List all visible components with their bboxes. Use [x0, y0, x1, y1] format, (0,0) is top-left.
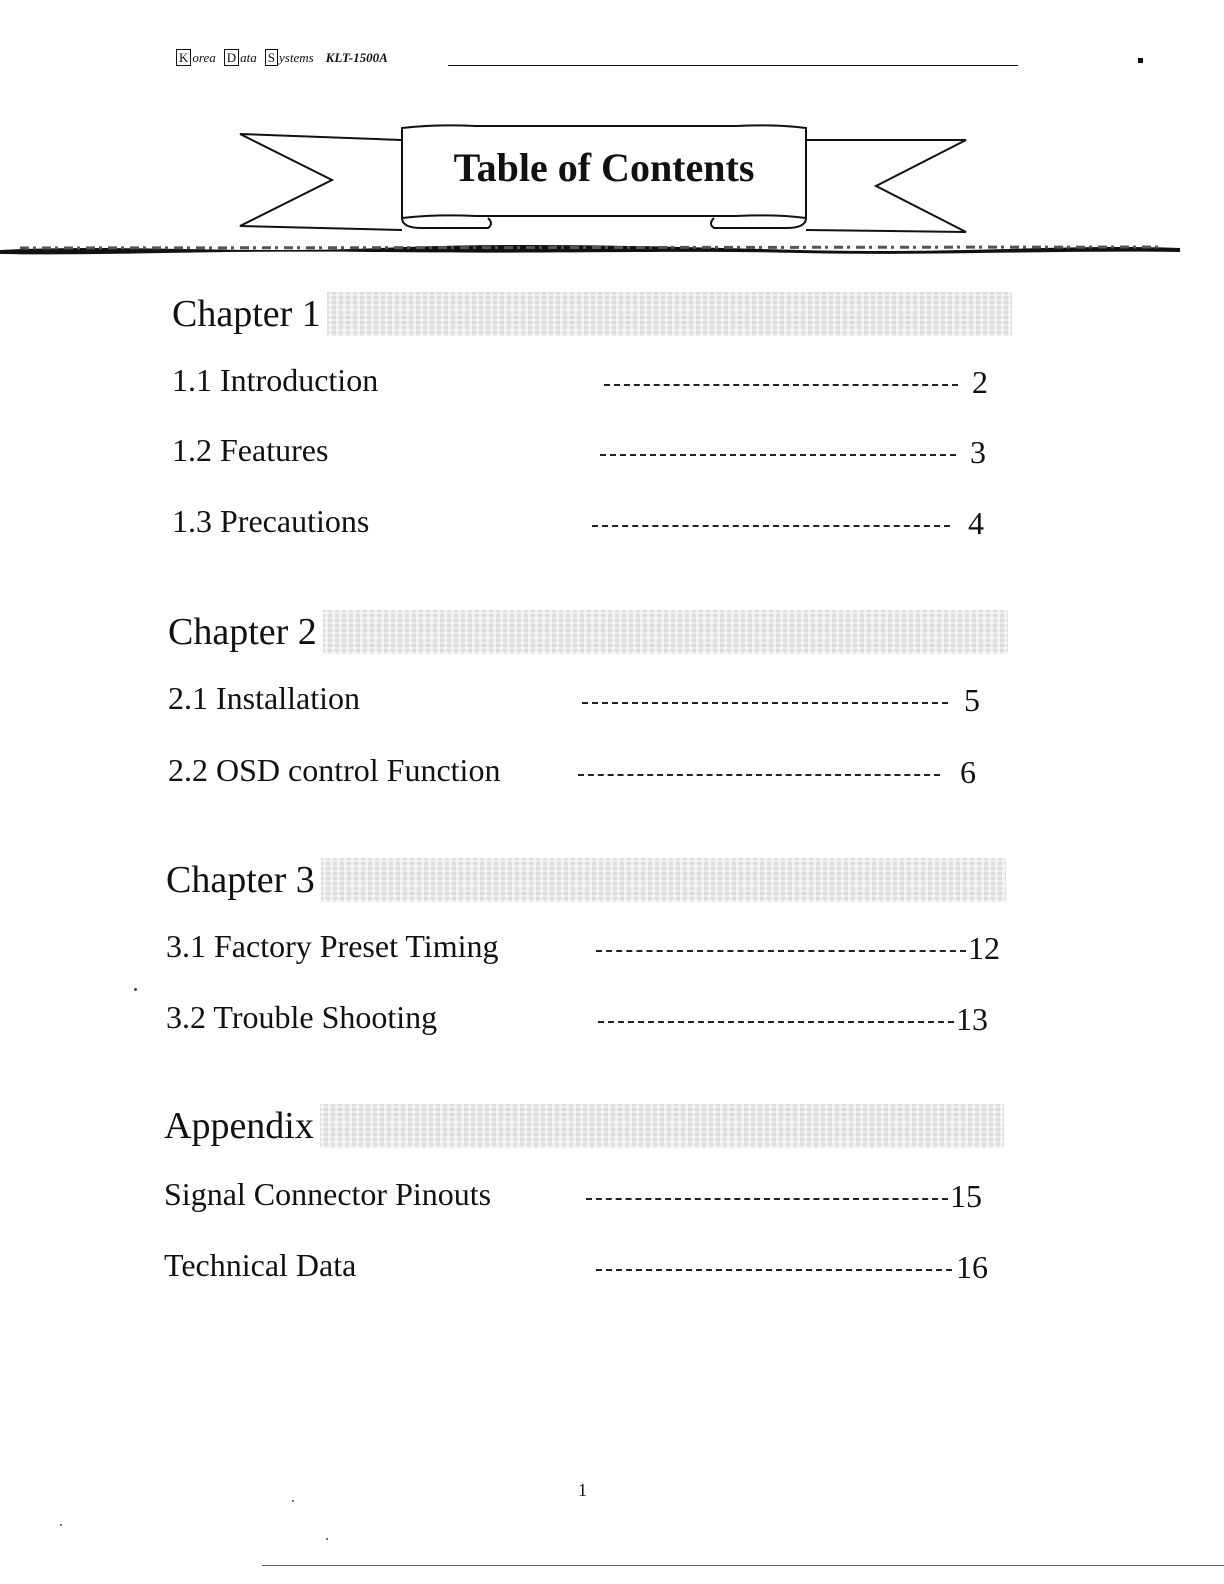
brand-word-systems: S ystems [265, 50, 314, 65]
brand-word-data: D ata [224, 50, 257, 65]
brand-word-korea: K orea [176, 50, 216, 65]
brand-logo [176, 49, 388, 66]
dot-leader [598, 1021, 954, 1023]
toc-entry[interactable] [166, 999, 1006, 1039]
toc-entry-page: 4 [968, 505, 984, 541]
dot-leader [596, 1269, 952, 1271]
scan-speck [134, 988, 137, 991]
dot-leader [604, 384, 958, 386]
toc-entry-label: Technical Data [164, 1247, 357, 1283]
scan-speck [326, 1538, 328, 1540]
model-number: KLT-1500A [325, 50, 388, 65]
toc-entry-page: 13 [956, 1001, 988, 1037]
section-title: Appendix [164, 1104, 320, 1148]
section-title: Chapter 1 [172, 292, 327, 336]
section-shade [314, 1104, 1004, 1148]
toc-entry[interactable] [166, 928, 1006, 968]
page-number: 1 [578, 1480, 587, 1500]
toc-entry[interactable] [172, 362, 1012, 402]
toc-entry[interactable] [172, 503, 1012, 543]
toc-entry-label: 1.3 Precautions [172, 503, 370, 539]
toc-entry[interactable] [168, 752, 1008, 792]
toc-entry-label: Signal Connector Pinouts [164, 1176, 492, 1212]
title-banner [236, 120, 972, 245]
toc-entry-page: 6 [960, 754, 976, 790]
section-shade [318, 610, 1008, 654]
section-header-chapter-2 [168, 606, 1008, 658]
section-header-chapter-3 [166, 854, 1006, 906]
toc-entry[interactable] [164, 1247, 1004, 1287]
toc-entry[interactable] [172, 432, 1012, 472]
section-header-appendix [164, 1100, 1004, 1152]
dot-leader [586, 1198, 948, 1200]
scan-speck [60, 1524, 62, 1526]
header-rule [448, 65, 1018, 66]
toc-entry-page: 5 [964, 682, 980, 718]
decorative-smear-rule [0, 238, 1180, 262]
section-shade [316, 858, 1006, 902]
dot-leader [596, 950, 966, 952]
scan-speck [292, 1500, 294, 1502]
toc-entry-page: 2 [972, 364, 988, 400]
toc-entry-label: 1.2 Features [172, 432, 329, 468]
section-title: Chapter 2 [168, 610, 323, 654]
toc-entry-page: 3 [970, 434, 986, 470]
stray-dot [1138, 58, 1143, 63]
dot-leader [578, 774, 940, 776]
toc-entry-page: 12 [968, 930, 1000, 966]
toc-entry-label: 3.1 Factory Preset Timing [166, 928, 499, 964]
toc-entry-label: 1.1 Introduction [172, 362, 379, 398]
bottom-rule [262, 1565, 1224, 1566]
section-shade [322, 292, 1012, 336]
toc-entry[interactable] [168, 680, 1008, 720]
section-title: Chapter 3 [166, 858, 321, 902]
toc-entry-page: 15 [950, 1178, 982, 1214]
section-header-chapter-1 [172, 288, 1012, 340]
dot-leader [592, 525, 950, 527]
toc-entry-page: 16 [956, 1249, 988, 1285]
toc-entry[interactable] [164, 1176, 1004, 1216]
dot-leader [600, 454, 956, 456]
toc-entry-label: 3.2 Trouble Shooting [166, 999, 438, 1035]
dot-leader [582, 702, 948, 704]
page-header [176, 46, 1018, 72]
toc-entry-label: 2.2 OSD control Function [168, 752, 501, 788]
toc-entry-label: 2.1 Installation [168, 680, 360, 716]
page-title: Table of Contents [453, 145, 755, 190]
